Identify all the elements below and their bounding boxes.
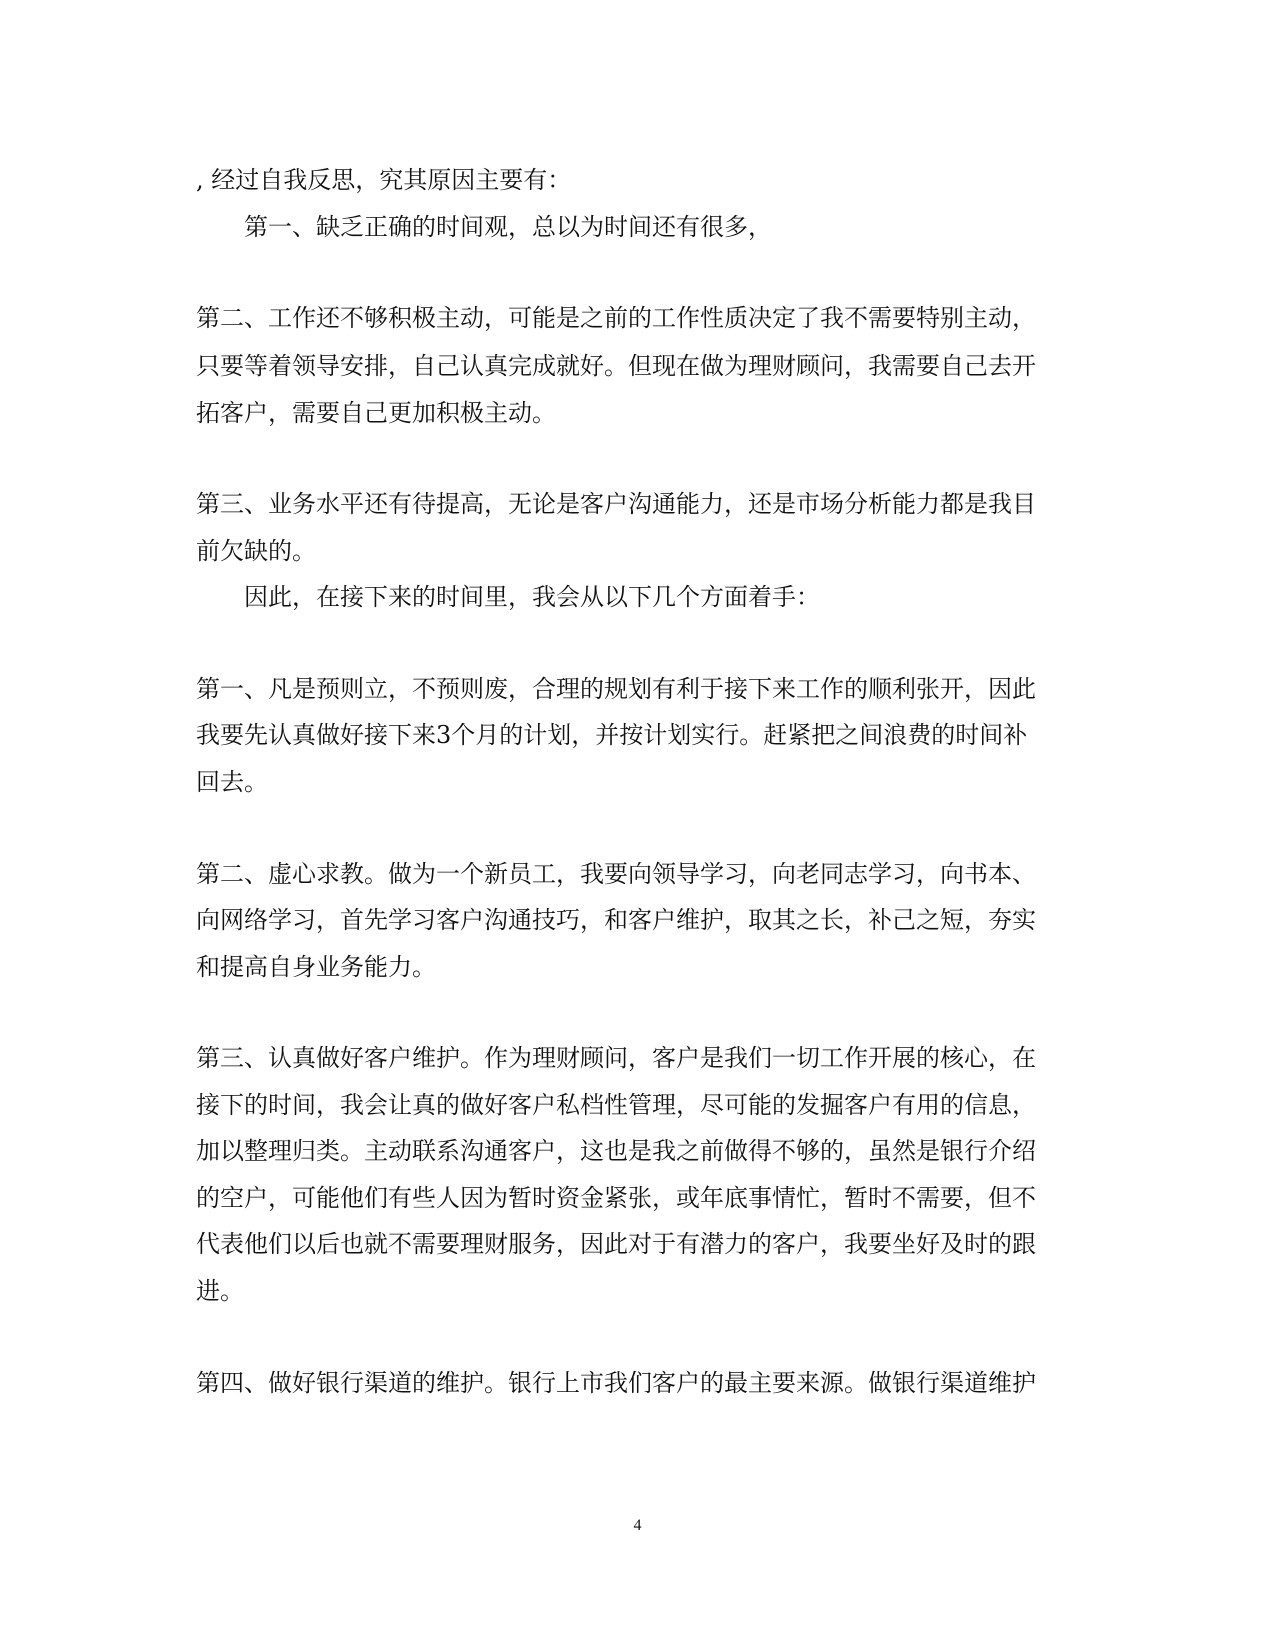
text-line: 第三、业务水平还有待提高，无论是客户沟通能力，还是市场分析能力都是我目 xyxy=(196,490,1036,518)
text-line: 第二、工作还不够积极主动，可能是之前的工作性质决定了我不需要特别主动， xyxy=(196,304,1036,332)
text-line: 第二、虚心求教。做为一个新员工，我要向领导学习，向老同志学习，向书本、 xyxy=(196,860,1036,888)
text-line: 第四、做好银行渠道的维护。银行上市我们客户的最主要来源。做银行渠道维护 xyxy=(196,1369,1036,1397)
text-line: 只要等着领导安排，自己认真完成就好。但现在做为理财顾问，我需要自己去开 xyxy=(196,352,1036,380)
text-line: 第三、认真做好客户维护。作为理财顾问，客户是我们一切工作开展的核心，在 xyxy=(196,1044,1036,1072)
text-line: 拓客户，需要自己更加积极主动。 xyxy=(196,399,556,427)
text-line: 因此，在接下来的时间里，我会从以下几个方面着手： xyxy=(244,583,820,611)
text-line: 进。 xyxy=(196,1277,244,1305)
text-line: 前欠缺的。 xyxy=(196,537,316,565)
text-line: 第一、缺乏正确的时间观，总以为时间还有很多， xyxy=(244,213,772,241)
text-line: 向网络学习，首先学习客户沟通技巧，和客户维护，取其之长，补己之短，夯实 xyxy=(196,906,1036,934)
text-line: 加以整理归类。主动联系沟通客户，这也是我之前做得不够的，虽然是银行介绍 xyxy=(196,1137,1036,1165)
text-line: 和提高自身业务能力。 xyxy=(196,953,436,981)
text-line: 接下的时间，我会让真的做好客户私档性管理，尽可能的发掘客户有用的信息， xyxy=(196,1091,1036,1119)
text-line: 第一、凡是预则立，不预则废，合理的规划有利于接下来工作的顺利张开，因此 xyxy=(196,675,1036,703)
text-line: 代表他们以后也就不需要理财服务，因此对于有潜力的客户，我要坐好及时的跟 xyxy=(196,1230,1036,1258)
text-line: , 经过自我反思，究其原因主要有： xyxy=(196,166,572,194)
text-line: 回去。 xyxy=(196,768,268,796)
text-line: 的空户，可能他们有些人因为暂时资金紧张，或年底事情忙，暂时不需要，但不 xyxy=(196,1184,1036,1212)
page-number: 4 xyxy=(633,1517,642,1534)
text-line: 我要先认真做好接下来3个月的计划，并按计划实行。赶紧把之间浪费的时间补 xyxy=(196,721,1028,749)
